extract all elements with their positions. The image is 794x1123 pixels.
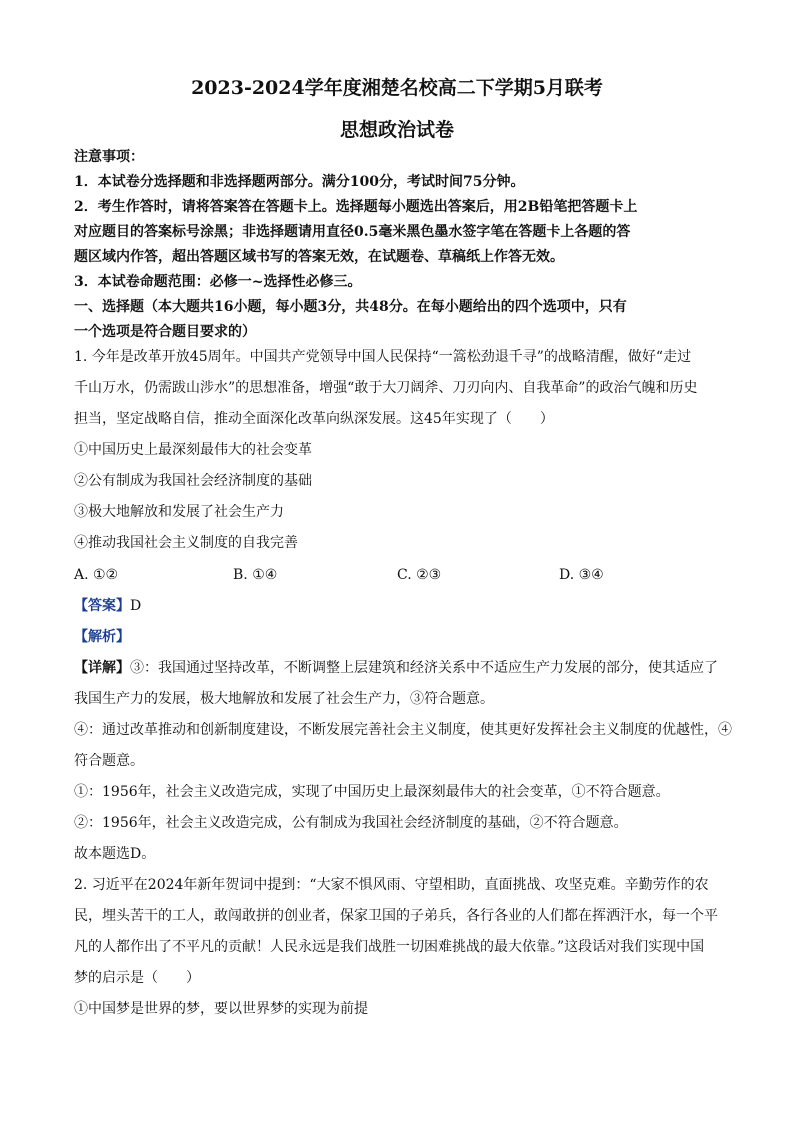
question-stem: 民，埋头苦干的工人，敢闯敢拼的创业者，保家卫国的子弟兵，各行各业的人们都在挥洒汗水，每一个平 [74, 908, 718, 924]
question-stem: 1. 今年是改革开放45周年。中国共产党领导中国人民保持“一篙松劲退千寻”的战略清醒，做好“走过 [74, 349, 692, 365]
question-item: ①中国历史上最深刻最伟大的社会变革 [74, 442, 312, 458]
notice-heading: 注意事项： [74, 149, 144, 165]
exam-title: 2023-2024学年度湘楚名校高二下学期5月联考 [191, 77, 603, 99]
answer-label: 【答案】 [74, 598, 130, 614]
question-item: ②公有制成为我国社会经济制度的基础 [74, 473, 312, 489]
question-stem: 千山万水，仍需跋山涉水”的思想准备，增强“敢于大刀阔斧、刀刃向内、自我革命”的政治气魄和历史 [74, 380, 698, 396]
question-item: ①中国梦是世界的梦，要以世界梦的实现为前提 [74, 1001, 368, 1017]
detail-label: 【详解】 [74, 660, 130, 676]
detail-line: 故本题选D。 [74, 846, 156, 862]
question-item: ④推动我国社会主义制度的自我完善 [74, 535, 298, 551]
detail-line: ②：1956年，社会主义改造完成，公有制成为我国社会经济制度的基础，②不符合题意。 [74, 815, 628, 831]
option-b: B. ①④ [233, 567, 278, 583]
notice-line: 对应题目的答案标号涂黑；非选择题请用直径0.5毫米黑色墨水签字笔在答题卡上各题的答 [74, 224, 631, 240]
notice-line: 2．考生作答时，请将答案答在答题卡上。选择题每小题选出答案后，用2B铅笔把答题卡上 [74, 199, 638, 215]
detail-line: 符合题意。 [74, 753, 144, 769]
detail-line: ①：1956年，社会主义改造完成，实现了中国历史上最深刻最伟大的社会变革，①不符合题意。 [74, 784, 670, 800]
section-heading: 一个选项是符合题目要求的） [74, 324, 256, 340]
notice-line: 3．本试卷命题范围：必修一~选择性必修三。 [74, 274, 362, 290]
question-stem: 2. 习近平在2024年新年贺词中提到：“大家不惧风雨、守望相助，直面挑战、攻坚克难。辛勤劳作的农 [74, 877, 709, 893]
notice-line: 1．本试卷分选择题和非选择题两部分。满分100分，考试时间75分钟。 [74, 174, 525, 190]
analysis-line [74, 627, 730, 647]
notice-line: 题区域内作答，超出答题区域书写的答案无效，在试题卷、草稿纸上作答无效。 [74, 249, 564, 265]
analysis-label: 【解析】 [74, 629, 130, 645]
answer-line [74, 596, 730, 616]
question-stem: 担当，坚定战略自信，推动全面深化改革向纵深发展。这45年实现了（ ） [74, 411, 554, 427]
detail-line: ④：通过改革推动和创新制度建设，不断发展完善社会主义制度，使其更好发挥社会主义制度的优越性，④ [74, 722, 732, 738]
detail-line [74, 658, 730, 678]
detail-text: ③：我国通过坚持改革，不断调整上层建筑和经济关系中不适应生产力发展的部分，使其适应了 [130, 660, 718, 676]
option-c: C. ②③ [397, 567, 442, 583]
question-stem: 梦的启示是（ ） [74, 970, 200, 986]
detail-line: 我国生产力的发展，极大地解放和发展了社会生产力，③符合题意。 [74, 691, 494, 707]
section-heading: 一、选择题（本大题共16小题，每小题3分，共48分。在每小题给出的四个选项中，只有 [74, 299, 627, 315]
option-d: D. ③④ [559, 567, 604, 583]
question-item: ③极大地解放和发展了社会生产力 [74, 504, 284, 520]
answer-value: D [130, 598, 142, 614]
option-a: A. ①② [74, 567, 119, 583]
exam-subtitle: 思想政治试卷 [339, 119, 454, 141]
question-stem: 凡的人都作出了不平凡的贡献！人民永远是我们战胜一切困难挑战的最大依靠。”这段话对我们实现中国 [74, 939, 705, 955]
